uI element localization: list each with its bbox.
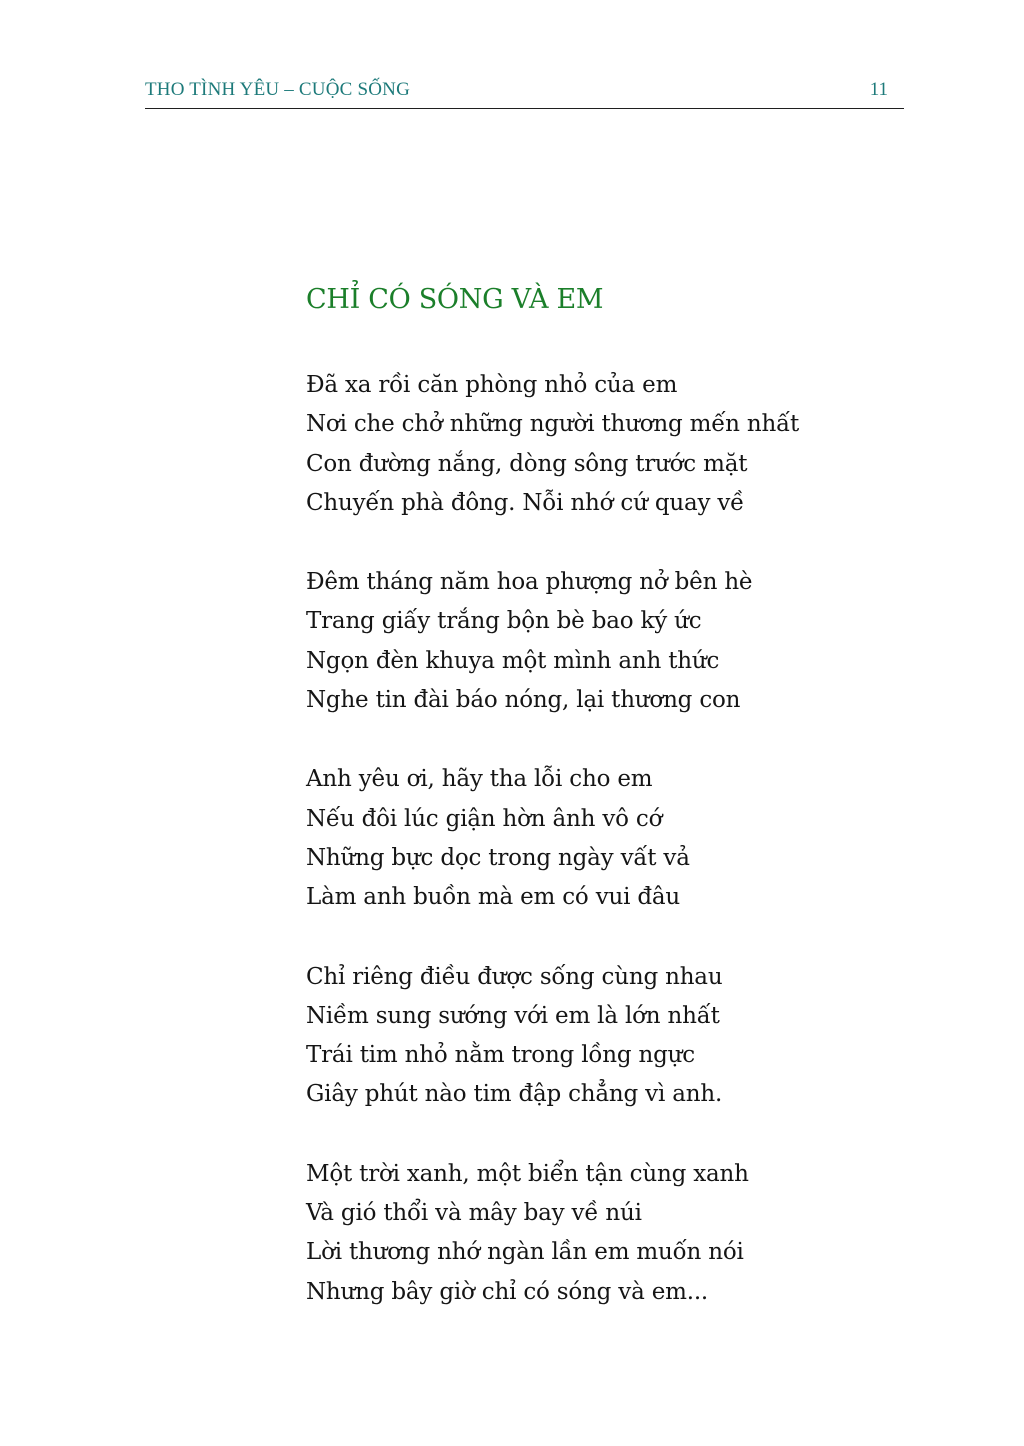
poem-line: Giây phút nào tim đập chẳng vì anh. xyxy=(306,1081,723,1108)
poem-line: Trang giấy trắng bộn bè bao ký ức xyxy=(306,608,702,635)
poem-line: Nghe tin đài báo nóng, lại thương con xyxy=(306,687,741,714)
poem-line: Con đường nắng, dòng sông trước mặt xyxy=(306,450,748,477)
poem-line: Ngọn đèn khuya một mình anh thức xyxy=(306,647,720,674)
poem-line: Một trời xanh, một biển tận cùng xanh xyxy=(306,1160,749,1187)
poem-stanzas xyxy=(306,366,926,1312)
poem-line: Nơi che chở những người thương mến nhất xyxy=(306,411,800,438)
poem-line: Và gió thổi và mây bay về núi xyxy=(306,1200,642,1227)
poem-line: Chuyến phà đông. Nỗi nhớ cứ quay về xyxy=(306,489,745,516)
stanza-4 xyxy=(306,958,926,1115)
poem-line: Anh yêu ơi, hãy tha lỗi cho em xyxy=(306,766,653,793)
poem-title: CHỈ CÓ SÓNG VÀ EM xyxy=(306,284,604,315)
stanza-5 xyxy=(306,1155,926,1312)
stanza-3 xyxy=(306,760,926,917)
stanza-2 xyxy=(306,563,926,720)
poem-line: Nhưng bây giờ chỉ có sóng và em... xyxy=(306,1278,709,1305)
poem-line: Nếu đôi lúc giận hờn ânh vô cớ xyxy=(306,805,663,832)
poem-line: Những bực dọc trong ngày vất vả xyxy=(306,844,690,871)
poem-line: Đã xa rồi căn phòng nhỏ của em xyxy=(306,372,678,398)
running-header xyxy=(145,76,904,109)
poem xyxy=(306,282,926,1352)
poem-line: Lời thương nhớ ngàn lần em muốn nói xyxy=(306,1239,744,1266)
running-title: THO TÌNH YÊU – CUỘC SỐNG xyxy=(145,79,410,100)
stanza-1 xyxy=(306,366,926,523)
poem-line: Chỉ riêng điều được sống cùng nhau xyxy=(306,963,723,990)
poem-line: Đêm tháng năm hoa phượng nở bên hè xyxy=(306,569,753,596)
poem-line: Trái tim nhỏ nằm trong lồng ngực xyxy=(306,1042,695,1069)
poem-line: Niềm sung sướng với em là lớn nhất xyxy=(306,1002,720,1029)
poem-line: Làm anh buồn mà em có vui đâu xyxy=(306,884,681,911)
page-number: 11 xyxy=(869,79,888,100)
